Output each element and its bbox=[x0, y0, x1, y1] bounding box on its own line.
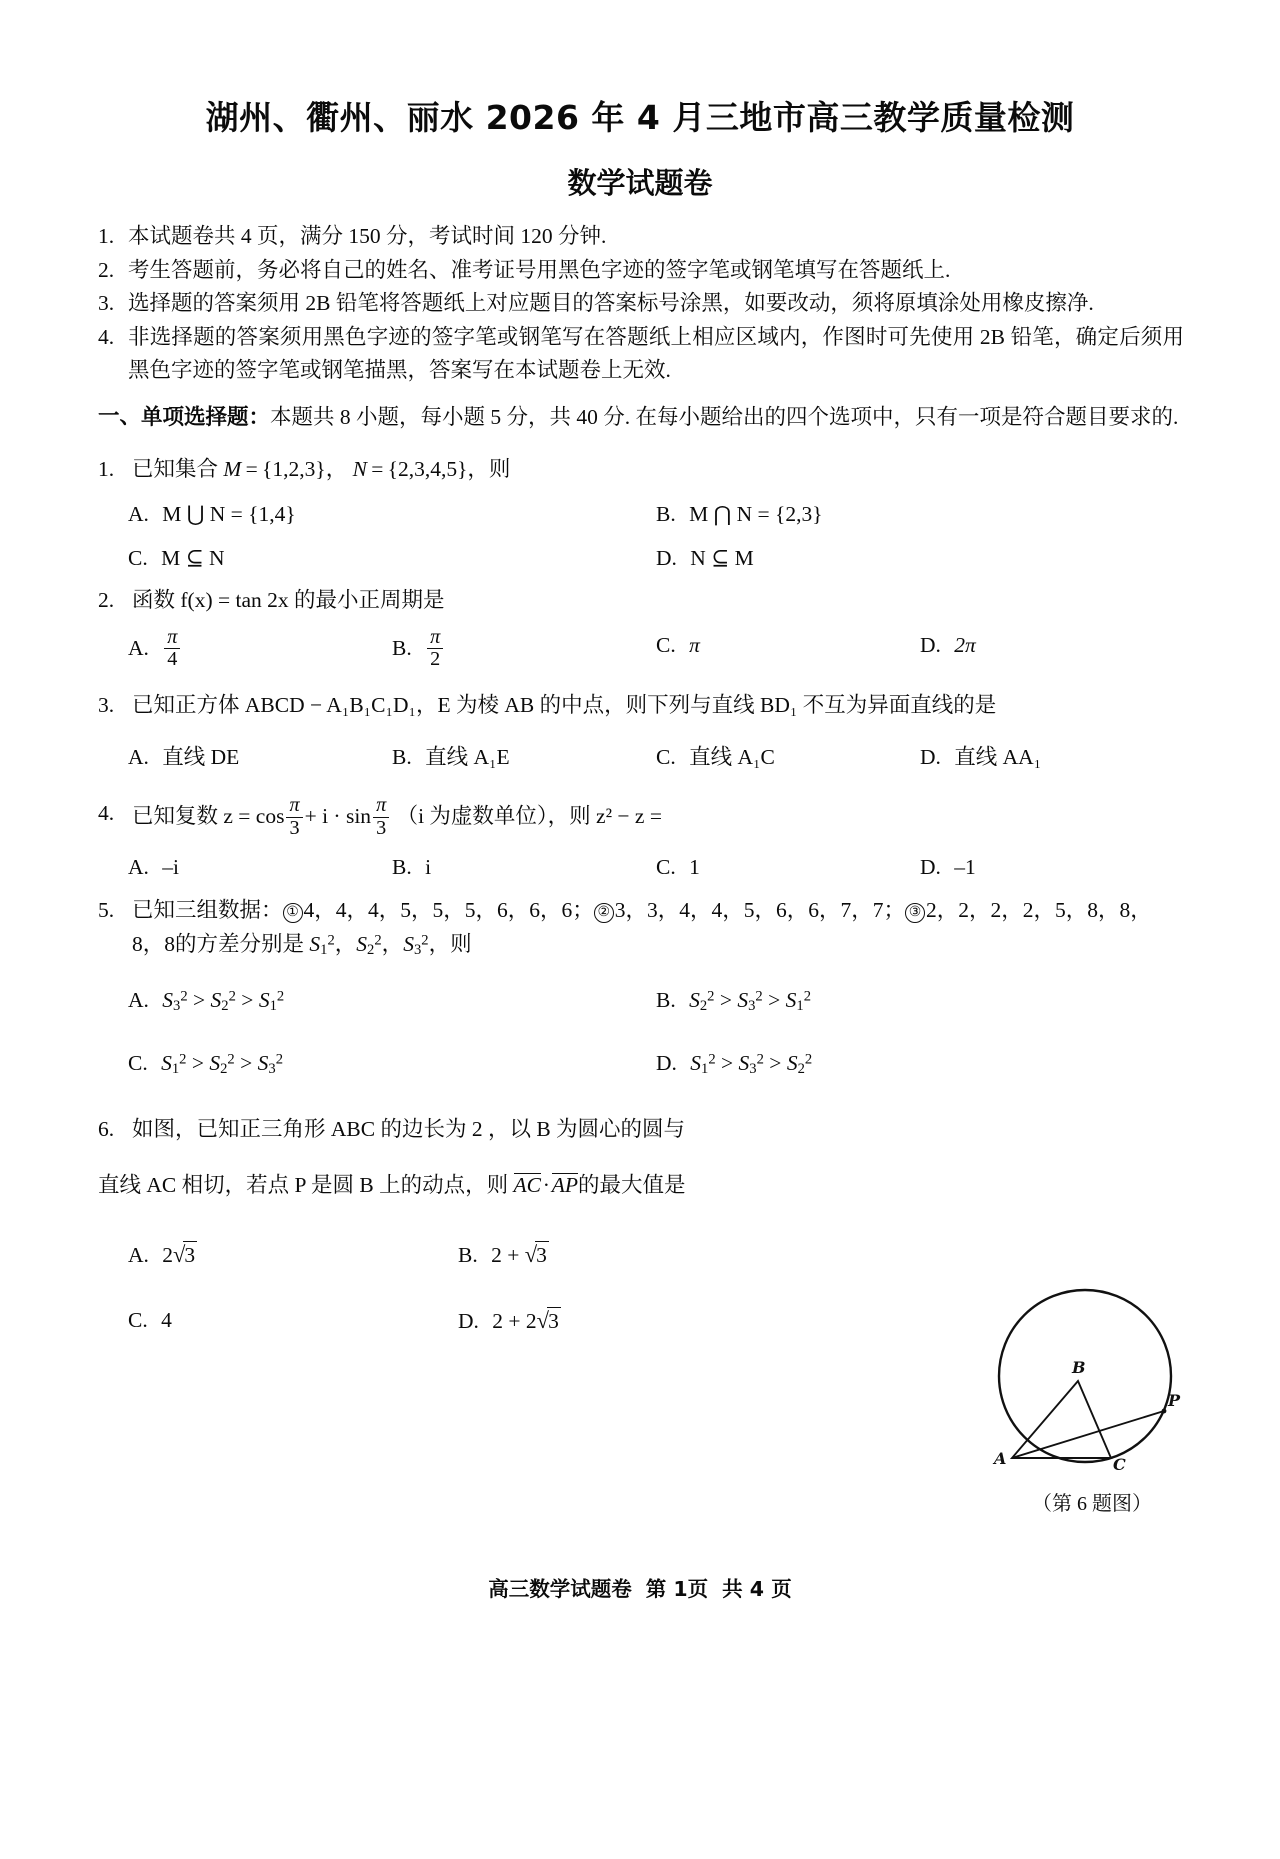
question-1-options-2 bbox=[98, 541, 1184, 575]
question-stem: 已知正方体 ABCD − A₁B₁C₁D₁，E 为棱 AB 的中点，则下列与直线 BD₁ 不互为异面直线的是 bbox=[132, 692, 997, 717]
fraction-denominator: 3 bbox=[373, 817, 389, 839]
option-c[interactable] bbox=[656, 850, 920, 884]
option-b[interactable] bbox=[656, 497, 1184, 531]
option-c-label: C. bbox=[656, 744, 676, 769]
triangle-abc bbox=[1012, 1381, 1111, 1458]
option-d-text: N ⊆ M bbox=[690, 545, 754, 570]
option-a-text: –i bbox=[162, 855, 180, 880]
section-title: 单项选择题： bbox=[141, 405, 271, 431]
question-number: 2. bbox=[98, 588, 115, 613]
label-b: B bbox=[1072, 1358, 1086, 1377]
option-b[interactable] bbox=[392, 625, 656, 672]
instruction-text: 选择题的答案须用 2B 铅笔将答题纸上对应题目的答案标号涂黑，如要改动，须将原填涂处用橡皮擦净. bbox=[128, 291, 1094, 316]
option-c[interactable] bbox=[128, 541, 656, 575]
geometry-diagram bbox=[982, 1280, 1202, 1480]
instruction-number: 4. bbox=[98, 325, 115, 350]
option-d[interactable] bbox=[920, 740, 1184, 774]
option-b-label: B. bbox=[656, 987, 676, 1012]
option-b-fraction bbox=[427, 627, 443, 671]
option-d-text: 直线 AA₁ bbox=[954, 744, 1042, 769]
instruction-item bbox=[98, 287, 1184, 320]
stem-end: ，则 bbox=[428, 931, 472, 956]
option-d-text: –1 bbox=[954, 855, 976, 880]
stem-line-2-pre: 直线 AC 相切，若点 P 是圆 B 上的动点，则 bbox=[98, 1173, 509, 1198]
stem-text: 已知集合 bbox=[132, 457, 219, 482]
option-d-label: D. bbox=[656, 1051, 677, 1076]
question-3-options bbox=[98, 740, 1184, 774]
question-5-options bbox=[98, 983, 1184, 1019]
option-d-label: D. bbox=[920, 632, 941, 657]
option-b-text: 2 + √3 bbox=[491, 1241, 547, 1267]
fraction-numerator: π bbox=[430, 625, 441, 648]
question-6-options bbox=[98, 1237, 788, 1273]
option-c-label: C. bbox=[128, 1051, 148, 1076]
exam-page bbox=[0, 92, 1280, 1859]
section-marker: 一、 bbox=[98, 404, 142, 430]
instruction-number: 2. bbox=[98, 257, 115, 282]
option-c-label: C. bbox=[128, 545, 148, 570]
stem-tail: 的方差分别是 bbox=[175, 931, 305, 956]
option-a[interactable] bbox=[128, 1237, 458, 1273]
instruction-text: 考生答题前，务必将自己的姓名、准考证号用黑色字迹的签字笔或钢笔填写在答题纸上. bbox=[128, 257, 951, 282]
option-c[interactable] bbox=[128, 1046, 656, 1082]
option-d-label: D. bbox=[656, 545, 677, 570]
question-4-options bbox=[98, 850, 1184, 884]
stem-line-1: 如图，已知正三角形 ABC 的边长为 2 ，以 B 为圆心的圆与 bbox=[132, 1116, 686, 1141]
label-a: A bbox=[994, 1449, 1007, 1468]
option-a-label: A. bbox=[128, 744, 149, 769]
instruction-number: 3. bbox=[98, 291, 115, 316]
option-d[interactable] bbox=[458, 1303, 788, 1339]
set-n-value: {2,3,4,5} bbox=[387, 457, 468, 482]
option-a[interactable] bbox=[128, 625, 392, 672]
option-b[interactable] bbox=[656, 983, 1184, 1019]
option-a-label: A. bbox=[128, 1242, 149, 1267]
question-stem bbox=[132, 1112, 788, 1146]
option-c-text: 1 bbox=[689, 855, 700, 880]
question-6-figure bbox=[982, 1280, 1202, 1516]
footer-total-pages: 共 4 页 bbox=[722, 1577, 792, 1601]
instruction-item bbox=[98, 321, 1184, 386]
stem-post: （i 为虚数单位），则 z² − z = bbox=[396, 804, 662, 829]
option-b-text: $S_2^2 > S_3^2 > S_1^2$ bbox=[689, 987, 811, 1014]
option-c-text: 直线 A₁C bbox=[689, 744, 775, 769]
stem-tail: ，则 bbox=[467, 457, 511, 482]
label-p: P bbox=[1168, 1391, 1181, 1410]
option-d-label: D. bbox=[920, 855, 941, 880]
vector-ap-label: AP bbox=[551, 1173, 579, 1198]
option-b[interactable] bbox=[392, 850, 656, 884]
question-stem: 已知三组数据： ① 4，4，4，5，5，5，6，6，6； ② 3，3，4，4，5，6，6，7，7； ③ 2，2，2，2，5，8，8，8，8的方差分别是 $S_1^2$，$S_2^2$，$S_3^2$，则 bbox=[132, 897, 1152, 959]
segment-ap bbox=[1012, 1411, 1164, 1458]
question-stem bbox=[132, 796, 1184, 840]
page-content bbox=[0, 220, 1280, 1339]
instruction-text: 本试题卷共 4 页，满分 150 分，考试时间 120 分钟. bbox=[128, 224, 607, 248]
option-a-label: A. bbox=[128, 987, 149, 1012]
fraction-numerator: π bbox=[376, 794, 387, 817]
option-c[interactable] bbox=[656, 740, 920, 774]
option-b[interactable] bbox=[392, 740, 656, 774]
option-b-text: i bbox=[425, 855, 432, 880]
option-a-text: $S_3^2 > S_2^2 > S_1^2$ bbox=[162, 987, 285, 1014]
dataset-2-marker: ② bbox=[594, 903, 614, 923]
option-c-text: π bbox=[689, 632, 700, 657]
set-m-value: {1,2,3} bbox=[262, 457, 326, 482]
question-6 bbox=[98, 1112, 788, 1339]
option-c-label: C. bbox=[656, 632, 676, 657]
figure-caption: （第 6 题图） bbox=[1032, 1493, 1152, 1515]
fraction-denominator: 3 bbox=[286, 817, 302, 839]
vector-ap bbox=[552, 1173, 578, 1197]
option-d-label: D. bbox=[458, 1308, 479, 1333]
option-d[interactable] bbox=[656, 1046, 1184, 1082]
option-b-text: M ⋂ N = {2,3} bbox=[689, 501, 823, 526]
option-a-text: M ⋃ N = {1,4} bbox=[162, 501, 296, 526]
section-body: 本题共 8 小题，每小题 5 分，共 40 分. 在每小题给出的四个选项中，只有一项是符合题目要求的. bbox=[270, 405, 1179, 430]
question-number: 4. bbox=[98, 801, 115, 826]
option-a-label: A. bbox=[128, 635, 149, 660]
label-c: C bbox=[1113, 1455, 1126, 1474]
option-b[interactable] bbox=[458, 1237, 788, 1273]
option-b-label: B. bbox=[392, 855, 412, 880]
option-d-text: 2 + 2√3 bbox=[492, 1307, 559, 1333]
option-b-label: B. bbox=[458, 1242, 478, 1267]
option-a-text: 2√3 bbox=[162, 1241, 196, 1267]
question-1 bbox=[98, 452, 1184, 575]
vector-ac bbox=[514, 1173, 541, 1197]
question-5 bbox=[98, 893, 1184, 1082]
section-heading bbox=[98, 400, 1184, 436]
option-c[interactable] bbox=[128, 1303, 458, 1339]
option-a-fraction bbox=[164, 627, 180, 671]
option-c[interactable] bbox=[656, 628, 920, 672]
instruction-number: 1. bbox=[98, 224, 115, 248]
fraction-pi-3 bbox=[286, 795, 302, 839]
page-footer bbox=[0, 1572, 1280, 1602]
dataset-1-values: 4，4，4，5，5，5，6，6，6； bbox=[303, 897, 594, 922]
option-b-label: B. bbox=[392, 635, 412, 660]
question-number: 3. bbox=[98, 692, 115, 717]
question-number: 5. bbox=[98, 897, 115, 922]
question-2 bbox=[98, 583, 1184, 671]
dataset-1-marker: ① bbox=[283, 903, 303, 923]
question-4 bbox=[98, 796, 1184, 884]
page-subtitle: 数学试题卷 bbox=[567, 166, 713, 200]
stem-lead: 已知三组数据： bbox=[132, 897, 283, 922]
option-d-label: D. bbox=[920, 744, 941, 769]
option-d-text: $S_1^2 > S_3^2 > S_2^2$ bbox=[690, 1051, 813, 1078]
stem-pre: 已知复数 z = cos bbox=[132, 804, 285, 829]
question-number: 6. bbox=[98, 1116, 115, 1141]
option-b-text: 直线 A₁E bbox=[425, 744, 510, 769]
dataset-3-marker: ③ bbox=[905, 903, 925, 923]
option-c-label: C. bbox=[128, 1307, 148, 1332]
question-stem: 函数 f(x) = tan 2x 的最小正周期是 bbox=[132, 588, 445, 613]
stem-mid: + i · sin bbox=[304, 804, 372, 829]
option-a[interactable] bbox=[128, 497, 656, 531]
option-d-text: 2π bbox=[954, 632, 976, 657]
exam-instructions bbox=[98, 220, 1184, 386]
fraction-numerator: π bbox=[167, 625, 178, 648]
question-1-options bbox=[98, 497, 1184, 531]
footer-page-number: 第 1页 bbox=[645, 1577, 709, 1601]
option-d[interactable] bbox=[920, 850, 1184, 884]
option-c-text: 4 bbox=[161, 1307, 172, 1332]
option-b-label: B. bbox=[656, 501, 676, 526]
option-c-label: C. bbox=[656, 855, 676, 880]
dataset-2-values: 3，3，4，4，5，6，6，7，7； bbox=[614, 897, 906, 922]
fraction-denominator: 2 bbox=[427, 648, 443, 670]
fraction-denominator: 4 bbox=[164, 648, 180, 670]
option-c-text: $S_1^2 > S_2^2 > S_3^2$ bbox=[161, 1051, 283, 1078]
option-d[interactable] bbox=[920, 628, 1184, 672]
question-number: 1. bbox=[98, 457, 115, 482]
dataset-3-values: 2，2，2，2，5，8，8，8，8 bbox=[132, 897, 1152, 956]
option-a-label: A. bbox=[128, 855, 149, 880]
option-c-text: M ⊆ N bbox=[161, 545, 225, 570]
option-d[interactable] bbox=[656, 541, 1184, 575]
footer-doc-title: 高三数学试题卷 bbox=[488, 1577, 632, 1601]
stem-line-2-post: 的最大值是 bbox=[578, 1173, 686, 1198]
instruction-item bbox=[98, 254, 1184, 287]
page-title: 湖州、衢州、丽水 2026 年 4 月三地市高三教学质量检测 bbox=[205, 98, 1075, 137]
question-2-options bbox=[98, 625, 1184, 672]
instruction-text: 非选择题的答案须用黑色字迹的签字笔或钢笔写在答题纸上相应区域内，作图时可先使用 2B 铅笔，确定后须用黑色字迹的签字笔或钢笔描黑，答案写在本试题卷上无效. bbox=[128, 325, 1184, 382]
option-a-label: A. bbox=[128, 501, 149, 526]
question-6-stem-line-2: 直线 AC 相切，若点 P 是圆 B 上的动点，则 AC · AP的最大值是 bbox=[98, 1173, 686, 1198]
fraction-numerator: π bbox=[289, 794, 300, 817]
option-a-text: 直线 DE bbox=[162, 744, 240, 769]
option-a[interactable] bbox=[128, 850, 392, 884]
question-6-options-2 bbox=[98, 1303, 788, 1339]
option-a[interactable] bbox=[128, 983, 656, 1019]
instruction-item bbox=[98, 220, 1184, 253]
fraction-pi-3-2 bbox=[373, 795, 389, 839]
point-p-dot bbox=[1162, 1409, 1167, 1414]
question-stem: 已知集合 M = {1,2,3}， N = {2,3,4,5}，则 bbox=[132, 457, 511, 482]
option-a[interactable] bbox=[128, 740, 392, 774]
question-3 bbox=[98, 688, 1184, 775]
vector-ac-label: AC bbox=[513, 1173, 541, 1198]
option-b-label: B. bbox=[392, 744, 412, 769]
question-5-options-2 bbox=[98, 1046, 1184, 1082]
